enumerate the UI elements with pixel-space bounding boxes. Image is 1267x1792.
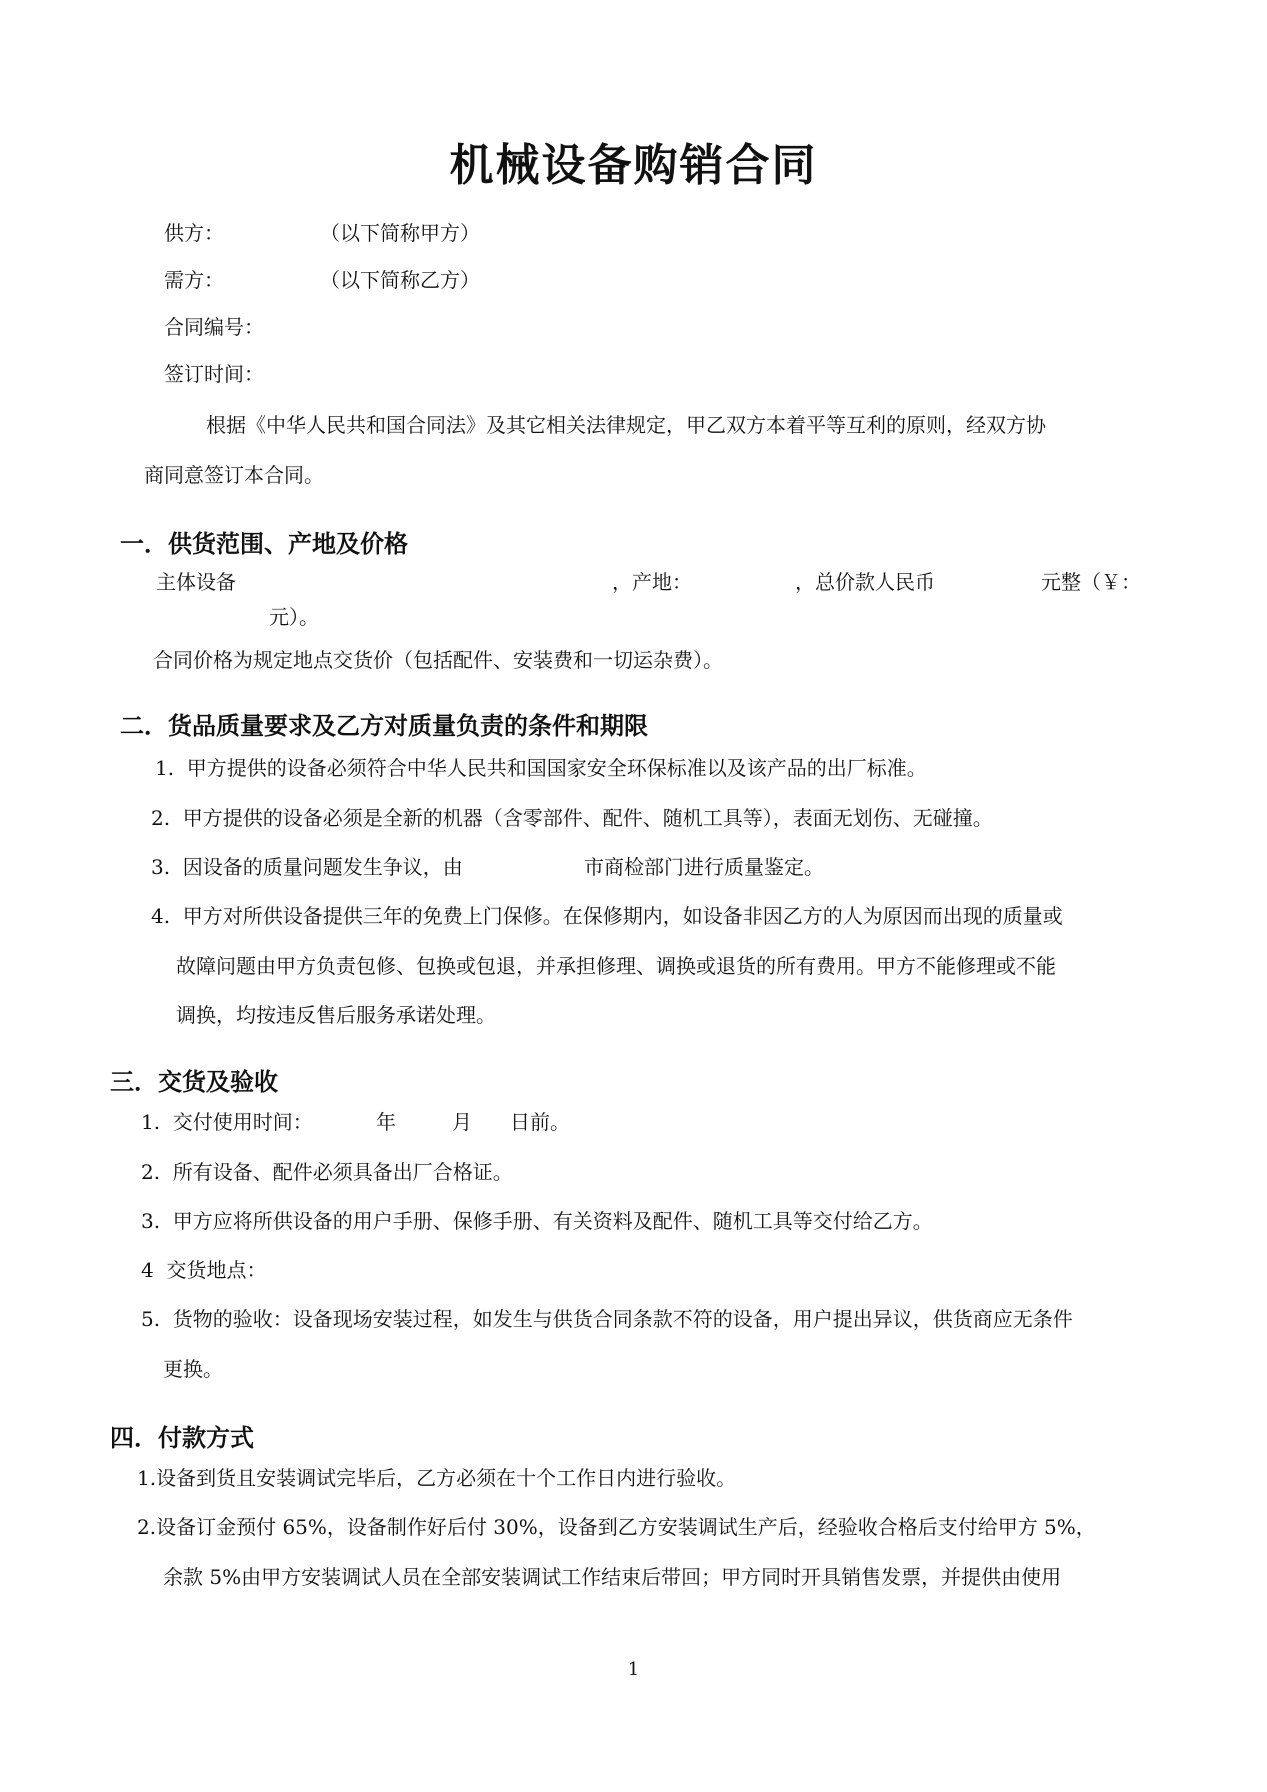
- section-3-item-1d: 日前。: [510, 1110, 570, 1134]
- section-2-item-4-line-3: 调换，均按违反售后服务承诺处理。: [176, 1003, 496, 1027]
- section-2-item-1: 1. 甲方提供的设备必须符合中华人民共和国国家安全环保标准以及该产品的出厂标准。: [155, 756, 927, 780]
- section-4-item-2-line-1: 2.设备订金预付 65%，设备制作好后付 30%，设备到乙方安装调试生产后，经验收合格后支付给甲方 5%，: [137, 1515, 1096, 1539]
- section-2-item-4-line-2: 故障问题由甲方负责包修、包换或包退，并承担修理、调换或退货的所有费用。甲方不能修理或不能: [176, 954, 1056, 978]
- section-2-item-4-line-1: 4. 甲方对所供设备提供三年的免费上门保修。在保修期内，如设备非因乙方的人为原因而出现的质量或: [151, 904, 1063, 928]
- section-1-line-2: 元）。: [269, 605, 319, 629]
- section-3-item-2: 2. 所有设备、配件必须具备出厂合格证。: [141, 1160, 513, 1184]
- sign-time-label: 签订时间：: [164, 362, 264, 386]
- section-4-heading: 四．付款方式: [110, 1424, 254, 1452]
- section-2-item-2: 2. 甲方提供的设备必须是全新的机器（含零部件、配件、随机工具等），表面无划伤、无碰撞。: [151, 806, 993, 830]
- section-1-heading: 一．供货范围、产地及价格: [120, 530, 408, 558]
- section-2-item-3b: 市商检部门进行质量鉴定。: [584, 855, 824, 879]
- section-3-item-3: 3. 甲方应将所供设备的用户手册、保修手册、有关资料及配件、随机工具等交付给乙方。: [141, 1209, 933, 1233]
- section-3-item-1b: 年: [376, 1110, 396, 1134]
- section-2-item-3a: 3. 因设备的质量问题发生争议，由: [151, 855, 463, 879]
- section-3-item-1a: 1. 交付使用时间：: [141, 1110, 313, 1134]
- section-3-heading: 三．交货及验收: [110, 1068, 278, 1096]
- section-1-line-1b: ，产地：: [612, 570, 692, 594]
- section-4-item-1: 1.设备到货且安装调试完毕后，乙方必须在十个工作日内进行验收。: [137, 1466, 737, 1490]
- section-3-item-1c: 月: [452, 1110, 472, 1134]
- page-number: 1: [627, 1659, 640, 1680]
- section-3-item-4: 4 交货地点：: [141, 1258, 267, 1282]
- buyer-label: 需方：: [164, 268, 224, 292]
- document-title: 机械设备购销合同: [449, 140, 818, 191]
- supplier-note: （以下简称甲方）: [320, 221, 480, 245]
- section-3-item-5-line-2: 更换。: [163, 1357, 223, 1381]
- section-1-line-1d: 元整（￥：: [1041, 570, 1141, 594]
- intro-line-1: 根据《中华人民共和国合同法》及其它相关法律规定，甲乙双方本着平等互利的原则，经双方协: [206, 413, 1046, 437]
- section-1-line-3: 合同价格为规定地点交货价（包括配件、安装费和一切运杂费）。: [153, 648, 723, 672]
- section-1-line-1a: 主体设备: [156, 570, 236, 594]
- intro-line-2: 商同意签订本合同。: [144, 463, 324, 487]
- section-1-line-1c: ，总价款人民币: [795, 570, 935, 594]
- section-3-item-5-line-1: 5. 货物的验收：设备现场安装过程，如发生与供货合同条款不符的设备，用户提出异议，供货商应无条件: [141, 1307, 1073, 1331]
- section-4-item-2-line-2: 余款 5%由甲方安装调试人员在全部安装调试工作结束后带回；甲方同时开具销售发票，并提供由使用: [163, 1565, 1062, 1589]
- buyer-note: （以下简称乙方）: [320, 268, 480, 292]
- supplier-label: 供方：: [164, 221, 224, 245]
- section-2-heading: 二．货品质量要求及乙方对质量负责的条件和期限: [120, 712, 648, 740]
- contract-no-label: 合同编号：: [164, 315, 264, 339]
